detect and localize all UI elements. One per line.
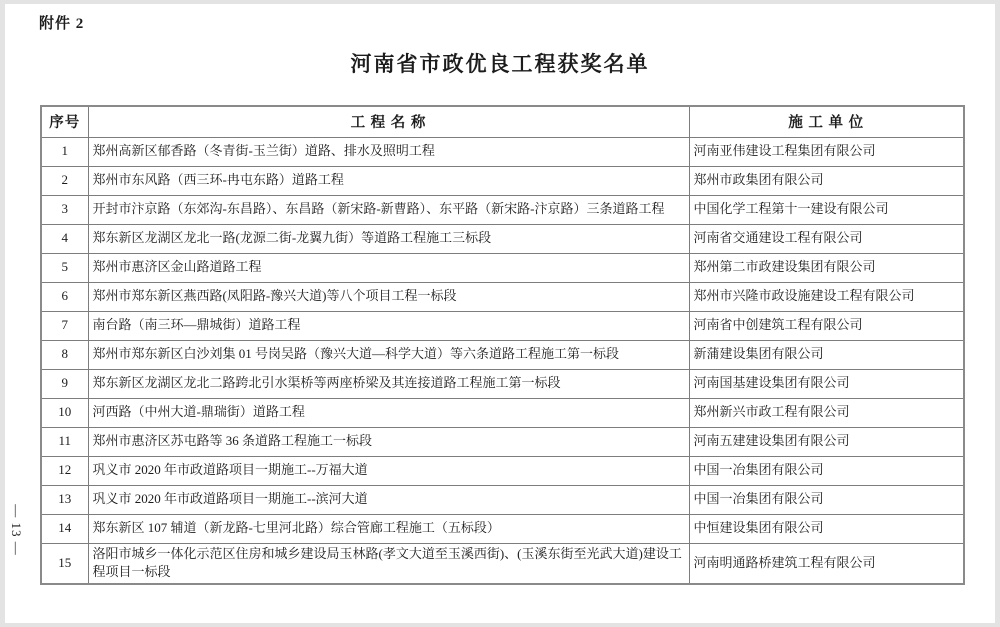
company-name-cell: 郑州市政集团有限公司: [689, 166, 964, 195]
awards-table: [40, 105, 965, 585]
table-row: [41, 398, 964, 427]
attachment-label: 附件 2: [39, 16, 85, 32]
row-number-cell: 13: [41, 485, 88, 514]
table-row: [41, 282, 964, 311]
company-name-cell: 中恒建设集团有限公司: [689, 514, 964, 543]
row-number-cell: 6: [41, 282, 88, 311]
table-body: [41, 137, 964, 584]
column-header-company: 施 工 单 位: [689, 106, 964, 137]
company-name-cell: 郑州第二市政建设集团有限公司: [689, 253, 964, 282]
row-number-cell: 5: [41, 253, 88, 282]
table-row: [41, 166, 964, 195]
project-name-cell: 洛阳市城乡一体化示范区住房和城乡建设局玉林路(孝文大道至玉溪西街)、(玉溪东街至光武大道)建设工程项目一标段: [88, 543, 689, 584]
project-name-cell: 郑东新区 107 辅道（新龙路-七里河北路）综合管廊工程施工（五标段）: [88, 514, 689, 543]
row-number-cell: 12: [41, 456, 88, 485]
row-number-cell: 1: [41, 137, 88, 166]
company-name-cell: 河南省交通建设工程有限公司: [689, 224, 964, 253]
column-header-no: 序号: [41, 106, 88, 137]
company-name-cell: 河南明通路桥建筑工程有限公司: [689, 543, 964, 584]
table-row: [41, 137, 964, 166]
project-name-cell: 郑州市东风路（西三环-冉屯东路）道路工程: [88, 166, 689, 195]
page-title: 河南省市政优良工程获奖名单: [350, 53, 650, 76]
table-header: [41, 106, 964, 137]
project-name-cell: 郑州市郑东新区白沙刘集 01 号岗吴路（豫兴大道—科学大道）等六条道路工程施工第一标段: [88, 340, 689, 369]
row-number-cell: 10: [41, 398, 88, 427]
row-number-cell: 7: [41, 311, 88, 340]
project-name-cell: 郑东新区龙湖区龙北二路跨北引水渠桥等两座桥梁及其连接道路工程施工第一标段: [88, 369, 689, 398]
document-page: [5, 4, 995, 623]
table-header-row: [41, 106, 964, 137]
row-number-cell: 14: [41, 514, 88, 543]
project-name-cell: 郑州高新区郁香路（冬青街-玉兰街）道路、排水及照明工程: [88, 137, 689, 166]
table-row: [41, 543, 964, 584]
project-name-cell: 巩义市 2020 年市政道路项目一期施工--滨河大道: [88, 485, 689, 514]
company-name-cell: 新蒲建设集团有限公司: [689, 340, 964, 369]
row-number-cell: 4: [41, 224, 88, 253]
company-name-cell: 中国一冶集团有限公司: [689, 456, 964, 485]
company-name-cell: 河南国基建设集团有限公司: [689, 369, 964, 398]
project-name-cell: 南台路（南三环—鼎城街）道路工程: [88, 311, 689, 340]
project-name-cell: 郑州市惠济区苏屯路等 36 条道路工程施工一标段: [88, 427, 689, 456]
table-row: [41, 311, 964, 340]
column-header-project: 工 程 名 称: [88, 106, 689, 137]
table-row: [41, 195, 964, 224]
project-name-cell: 郑州市惠济区金山路道路工程: [88, 253, 689, 282]
table-row: [41, 514, 964, 543]
table-row: [41, 253, 964, 282]
project-name-cell: 开封市汴京路（东郊沟-东昌路）、东昌路（新宋路-新曹路）、东平路（新宋路-汴京路）三条道路工程: [88, 195, 689, 224]
company-name-cell: 河南亚伟建设工程集团有限公司: [689, 137, 964, 166]
table-row: [41, 485, 964, 514]
company-name-cell: 河南五建建设集团有限公司: [689, 427, 964, 456]
table-row: [41, 427, 964, 456]
row-number-cell: 8: [41, 340, 88, 369]
table-row: [41, 456, 964, 485]
company-name-cell: 中国一冶集团有限公司: [689, 485, 964, 514]
table-row: [41, 224, 964, 253]
row-number-cell: 11: [41, 427, 88, 456]
company-name-cell: 中国化学工程第十一建设有限公司: [689, 195, 964, 224]
table-row: [41, 369, 964, 398]
row-number-cell: 2: [41, 166, 88, 195]
row-number-cell: 3: [41, 195, 88, 224]
project-name-cell: 郑州市郑东新区燕西路(凤阳路-豫兴大道)等八个项目工程一标段: [88, 282, 689, 311]
project-name-cell: 郑东新区龙湖区龙北一路(龙源二街-龙翼九街）等道路工程施工三标段: [88, 224, 689, 253]
table-row: [41, 340, 964, 369]
row-number-cell: 9: [41, 369, 88, 398]
project-name-cell: 巩义市 2020 年市政道路项目一期施工--万福大道: [88, 456, 689, 485]
company-name-cell: 郑州新兴市政工程有限公司: [689, 398, 964, 427]
row-number-cell: 15: [41, 543, 88, 584]
project-name-cell: 河西路（中州大道-鼎瑞街）道路工程: [88, 398, 689, 427]
company-name-cell: 河南省中创建筑工程有限公司: [689, 311, 964, 340]
company-name-cell: 郑州市兴隆市政设施建设工程有限公司: [689, 282, 964, 311]
page-number: — 13 —: [9, 504, 24, 556]
